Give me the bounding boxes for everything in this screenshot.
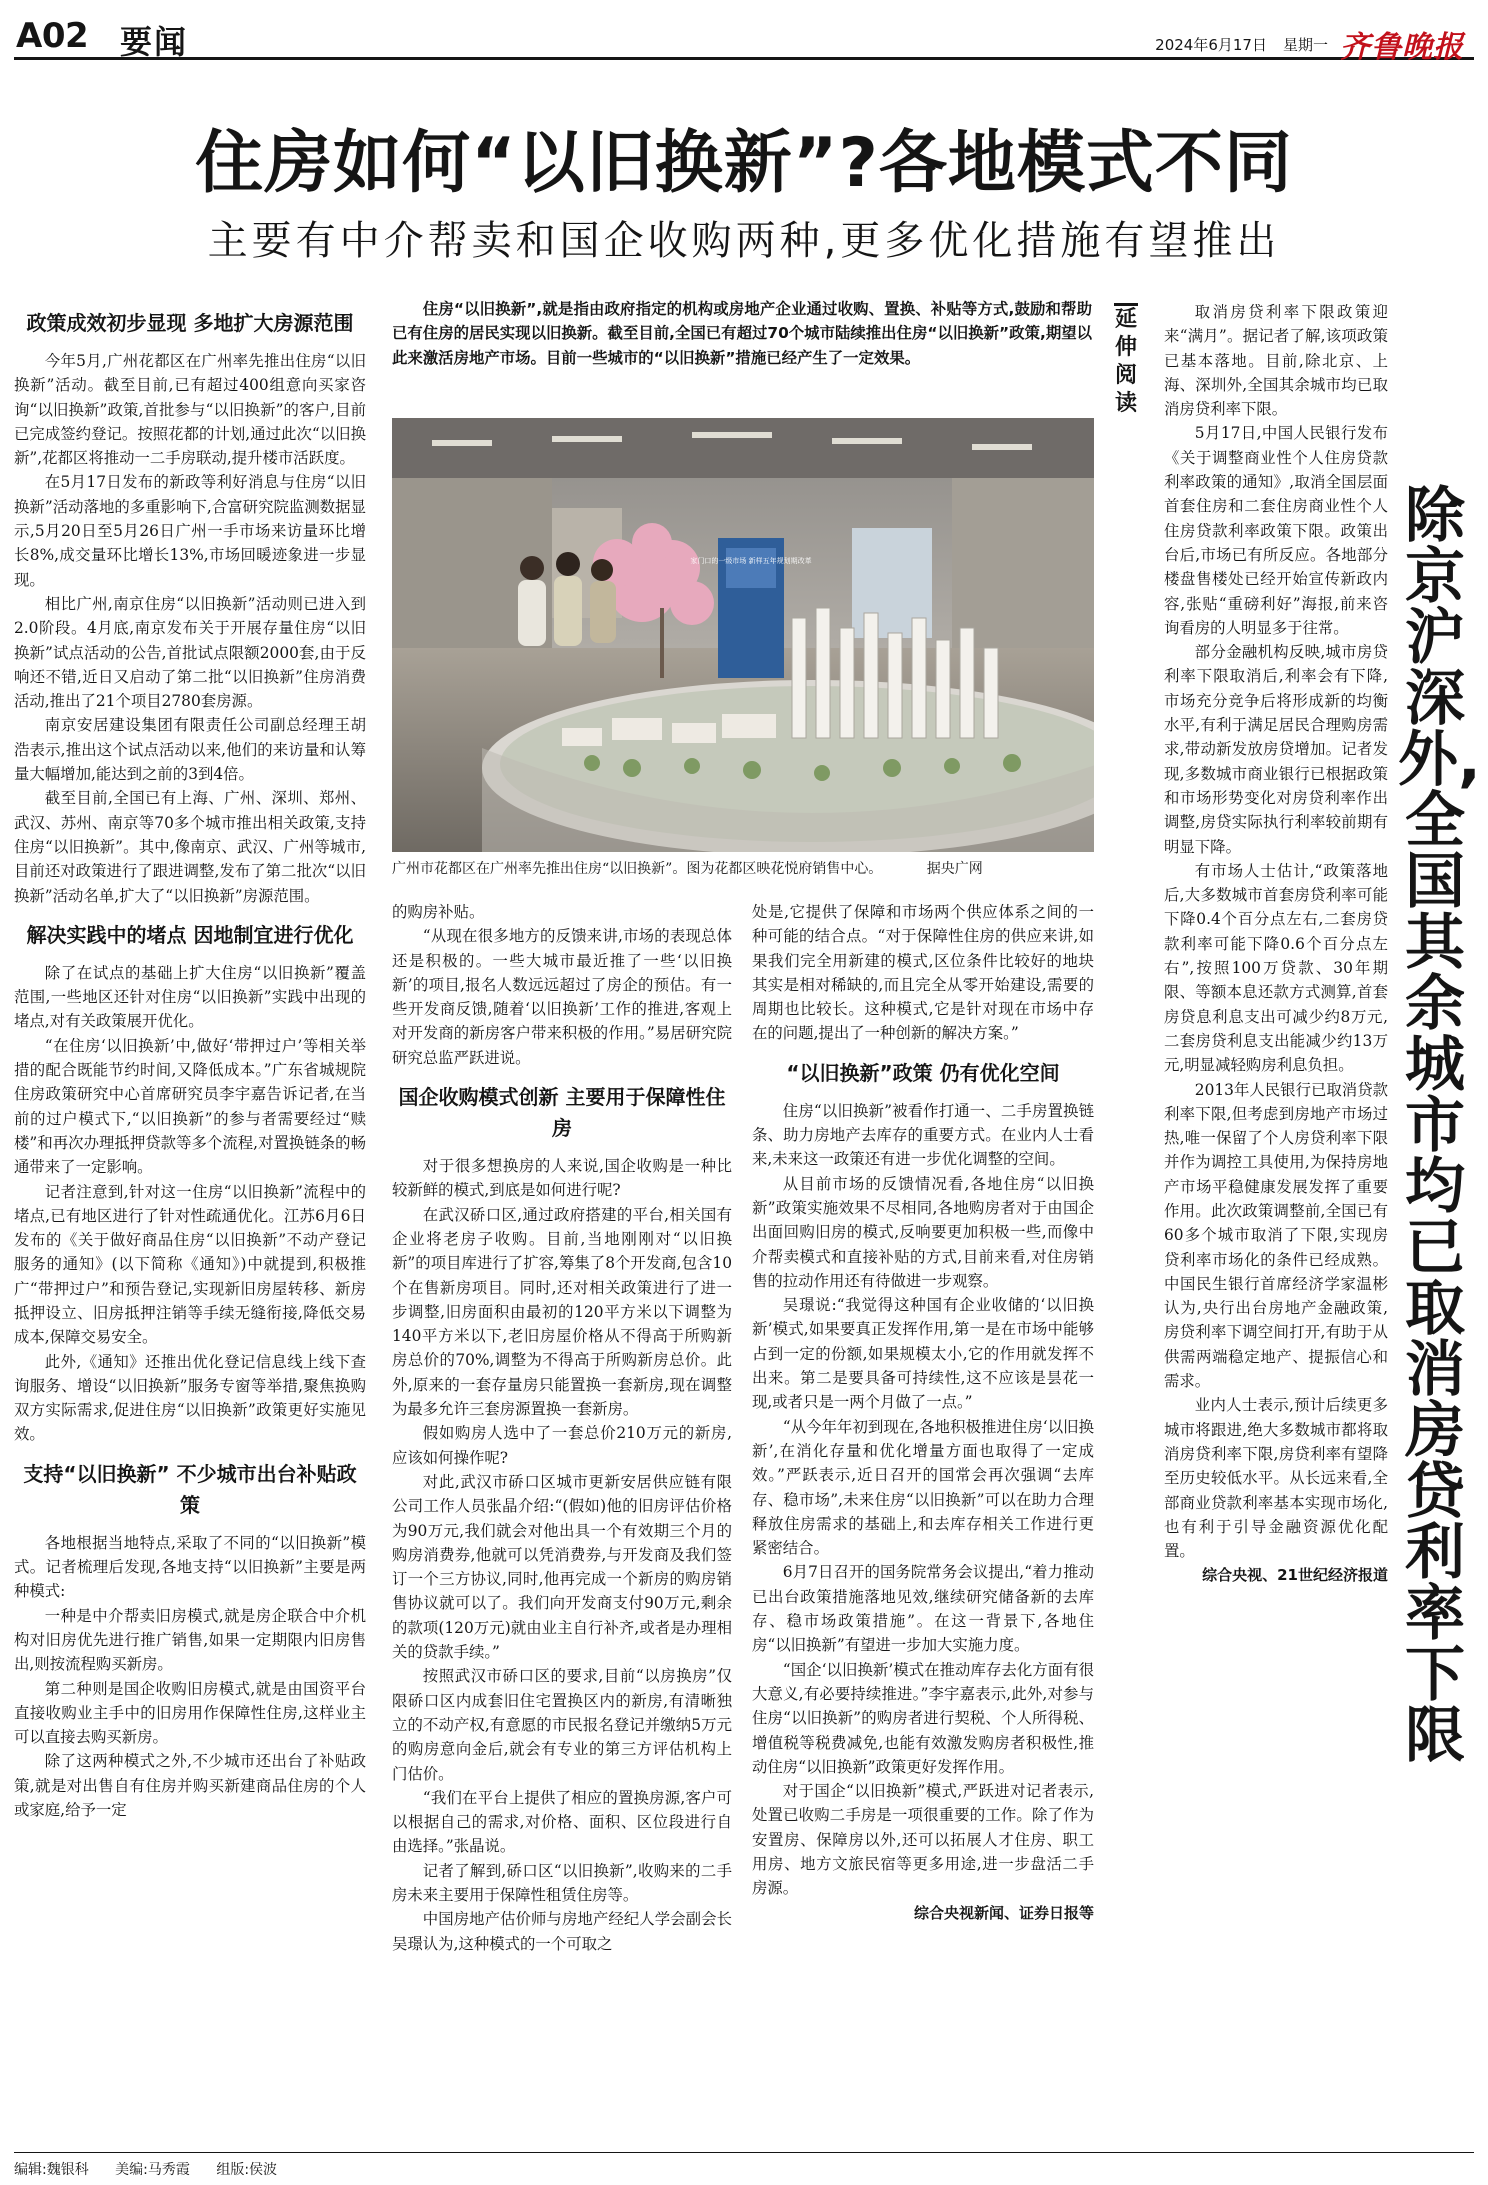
paragraph: 对于国企“以旧换新”模式,严跃进对记者表示,处置已收购二手房是一项很重要的工作。除了作为安置房、保障房以外,还可以拓展人才住房、职工用房、地方文旅民宿等更多用途,进一步盘活二手房源。 xyxy=(752,1782,1094,1898)
paragraph: 对于很多想换房的人来说,国企收购是一种比较新鲜的模式,到底是如何进行呢? xyxy=(392,1157,732,1200)
paragraph: “我们在平台上提供了相应的置换房源,客户可以根据自己的需求,对价格、面积、区位段进行自由选择。”张晶说。 xyxy=(392,1788,732,1856)
paragraph: “从今年年初到现在,各地积极推进住房‘以旧换新’,在消化存量和优化增量方面也取得了一定成效。”严跃表示,近日召开的国常会再次强调“去库存、稳市场”,未来住房“以旧换新”可以在助力合理释放住房需求的基础上,和去库存相关工作进行更紧密结合。 xyxy=(752,1417,1094,1558)
paragraph: 各地根据当地特点,采取了不同的“以旧换新”模式。记者梳理后发现,各地支持“以旧换新”主要是两种模式: xyxy=(14,1533,366,1601)
banner-text: 家门口的一级市场 新样五年规划期改革 xyxy=(690,557,812,565)
paragraph: 南京安居建设集团有限责任公司副总经理王胡浩表示,推出这个试点活动以来,他们的来访量和认筹量大幅增加,能达到之前的3到4倍。 xyxy=(14,716,366,784)
source-credit: 综合央视、21世纪经济报道 xyxy=(1202,1566,1388,1585)
paragraph: 相比广州,南京住房“以旧换新”活动则已进入到2.0阶段。4月底,南京发布关于开展存量住房“以旧换新”试点活动的公告,首批试点限额2000套,由于反响还不错,近日又启动了第二批“以旧换新”住房消费活动,推出了21个项目2780套房源。 xyxy=(14,594,366,711)
section-name: 要闻 xyxy=(120,23,189,61)
issue-date: 2024年6月17日 xyxy=(1155,35,1267,54)
sub-headline: 主要有中介帮卖和国企收购两种,更多优化措施有望推出 xyxy=(207,218,1281,264)
paragraph: 处是,它提供了保障和市场两个供应体系之间的一种可能的结合点。“对于保障性住房的供应来讲,如果我们完全用新建的模式,区位条件比较好的地块其实是相对稀缺的,而且完全从零开始建设,需要的周期也比较长。这种模式,它是针对现在市场中存在的问题,提出了一种创新的解决方案。” xyxy=(752,903,1094,1043)
paragraph: 从目前市场的反馈情况看,各地住房“以旧换新”政策实施效果不尽相同,各地购房者对于由国企出面回购旧房的模式,反响要更加积极一些,而像中介帮卖模式和直接补贴的方式,目前来看,对住房销售的拉动作用还有待做进一步观察。 xyxy=(752,1174,1094,1290)
main-headline: 住房如何“以旧换新”?各地模式不同 xyxy=(195,124,1293,203)
paragraph: “在住房‘以旧换新’中,做好‘带押过户’等相关举措的配合既能节约时间,又降低成本。”广东省城规院住房政策研究中心首席研究员李宇嘉告诉记者,在当前的过户模式下,“以旧换新”的参与者需要经过“赎楼”和再次办理抵押贷款等多个流程,对置换链条的畅通带来了一定影响。 xyxy=(14,1036,366,1177)
paragraph: 第二种则是国企收购旧房模式,就是由国资平台直接收购业主手中的旧房用作保障性住房,这样业主可以直接去购买新房。 xyxy=(14,1679,366,1747)
paragraph: 住房“以旧换新”被看作打通一、二手房置换链条、助力房地产去库存的重要方式。在业内人士看来,未来这一政策还有进一步优化调整的空间。 xyxy=(752,1101,1094,1169)
caption-text: 广州市花都区在广州率先推出住房“以旧换新”。图为花都区映花悦府销售中心。 xyxy=(392,861,883,877)
paragraph: 记者注意到,针对这一住房“以旧换新”流程中的堵点,已有地区进行了针对性疏通优化。江苏6月6日发布的《关于做好商品住房“以旧换新”不动产登记服务的通知》(以下简称《通知》)中就提到,积极推广“带押过户”和预告登记,实现新旧房屋转移、新房抵押设立、旧房抵押注销等手续无缝衔接,降低交易成本,保障交易安全。 xyxy=(14,1182,366,1347)
source-credit: 综合央视新闻、证券日报等 xyxy=(913,1903,1094,1922)
issue-weekday: 星期一 xyxy=(1282,35,1328,54)
paragraph: 按照武汉市硚口区的要求,目前“以房换房”仅限硚口区内成套旧住宅置换区内的新房,有清晰独立的不动产权,有意愿的市民报名登记并缴纳5万元的购房意向金后,就会有专业的第三方评估机构上门估价。 xyxy=(392,1667,732,1783)
news-photo xyxy=(392,418,1094,852)
editor-credit: 编辑:魏银科 xyxy=(14,2162,89,2178)
paragraph: 一种是中介帮卖旧房模式,就是房企联合中介机构对旧房优先进行推广销售,如果一定期限内旧房售出,则按流程购买新房。 xyxy=(14,1606,366,1674)
paragraph: 吴璟说:“我觉得这种国有企业收储的‘以旧换新’模式,如果要真正发挥作用,第一是在市场中能够占到一定的份额,如果规模太小,它的作用就发挥不出来。第二是要具备可持续性,这不应该是昙花一现,或者只是一两个月做了一点。” xyxy=(752,1296,1094,1412)
page-number: A02 xyxy=(16,16,89,56)
article-column-2 xyxy=(392,900,732,2142)
paragraph: 除了这两种模式之外,不少城市还出台了补贴政策,就是对出售自有住房并购买新建商品住房的个人或家庭,给予一定 xyxy=(14,1752,366,1820)
paragraph: 对此,武汉市硚口区城市更新安居供应链有限公司工作人员张晶介绍:“(假如)他的旧房评估价格为90万元,我们就会对他出具一个有效期三个月的购房消费券,他就可以凭消费券,与开发商及我们签订一个三方协议,同时,他再完成一个新房的购房销售协议就可以了。我们向开发商支付90万元,剩余的款项(120万元)就由业主自行补齐,或者是办理相关的贷款手续。” xyxy=(392,1472,732,1662)
page-footer xyxy=(14,2152,1474,2179)
designer-credit: 美编:马秀霞 xyxy=(115,2162,190,2178)
paragraph: 6月7日召开的国务院常务会议提出,“着力推动已出台政策措施落地见效,继续研究储备新的去库存、稳市场政策措施”。在这一背景下,各地住房“以旧换新”有望进一步加大实施力度。 xyxy=(752,1563,1094,1655)
paragraph: 业内人士表示,预计后续更多城市将跟进,绝大多数城市都将取消房贷利率下限,房贷利率有望降至历史较低水平。从长远来看,全部商业贷款利率基本实现市场化,也有利于引导金融资源优化配置。 xyxy=(1164,1396,1388,1561)
paragraph: “从现在很多地方的反馈来讲,市场的表现总体还是积极的。一些大城市最近推了一些‘以旧换新’的项目,报名人数远远超过了房企的预估。有一些开发商反馈,随着‘以旧换新’工作的推进,客观上对开发商的新房客户带来积极的作用。”易居研究院研究总监严跃进说。 xyxy=(392,927,732,1067)
paragraph: 在5月17日发布的新政等利好消息与住房“以旧换新”活动落地的多重影响下,合富研究院监测数据显示,5月20日至5月26日广州一手市场来访量环比增长8%,成交量环比增长13%,市场回暖迹象进一步显现。 xyxy=(14,473,366,589)
paragraph: 假如购房人选中了一套总价210万元的新房,应该如何操作呢? xyxy=(392,1424,732,1467)
sidebar-headline: 除京沪深外,全国其余城市均已取消房贷利率下限 xyxy=(1398,481,1481,1771)
layout-credit: 组版:侯波 xyxy=(216,2162,278,2178)
paragraph: 取消房贷利率下限政策迎来“满月”。据记者了解,该项政策已基本落地。目前,除北京、上海、深圳外,全国其余城市均已取消房贷利率下限。 xyxy=(1164,303,1388,419)
paragraph: 有市场人士估计,“政策落地后,大多数城市首套房贷利率可能下降0.4个百分点左右,二套房贷款利率可能下降0.6个百分点左右”,按照100万贷款、30年期限、等额本息还款方式测算,首套房贷息利息支出可减少约8万元,二套房贷利息支出能减少约13万元,明显减轻购房利息负担。 xyxy=(1164,861,1388,1075)
extended-reading-label: 延伸阅读 xyxy=(1114,303,1138,418)
section-heading: 支持“以旧换新” 不少城市出台补贴政策 xyxy=(23,1461,357,1517)
paragraph: 此外,《通知》还推出优化登记信息线上线下查询服务、增设“以旧换新”服务专窗等举措,聚焦换购双方实际需求,促进住房“以旧换新”政策更好实施见效。 xyxy=(14,1352,366,1444)
section-heading: 政策成效初步显现 多地扩大房源范围 xyxy=(26,311,354,335)
section-heading: 国企收购模式创新 主要用于保障性住房 xyxy=(398,1085,726,1141)
paragraph: 截至目前,全国已有上海、广州、深圳、郑州、武汉、苏州、南京等70多个城市推出相关政策,支持住房“以旧换新”。其中,像南京、武汉、广州等城市,目前还对政策进行了跟进调整,发布了第二批次“以旧换新”活动名单,扩大了“以旧换新”房源范围。 xyxy=(14,789,366,905)
newspaper-logo: 齐鲁晚报 xyxy=(1340,30,1464,65)
visitor-figures xyxy=(518,552,616,646)
masthead-info xyxy=(1155,22,1464,66)
sidebar-column xyxy=(1164,300,1388,2142)
article-lead: 住房“以旧换新”,就是指由政府指定的机构或房地产企业通过收购、置换、补贴等方式,鼓励和帮助已有住房的居民实现以旧换新。截至目前,全国已有超过70个城市陆续推出住房“以旧换新”政策,期望以此来激活房地产市场。目前一些城市的“以旧换新”措施已经产生了一定效果。 xyxy=(392,300,1092,367)
section-heading: “以旧换新”政策 仍有优化空间 xyxy=(786,1060,1060,1085)
paragraph: 今年5月,广州花都区在广州率先推出住房“以旧换新”活动。截至目前,已有超过400组意向买家咨询“以旧换新”政策,首批参与“以旧换新”的客户,目前已完成签约登记。按照花都的计划,通过此次“以旧换新”,花都区将推动一二手房联动,提升楼市活跃度。 xyxy=(14,352,366,468)
sales-center-photo xyxy=(392,418,1094,852)
paragraph: 记者了解到,硚口区“以旧换新”,收购来的二手房未来主要用于保障性租赁住房等。 xyxy=(392,1861,732,1904)
article-column-3 xyxy=(752,900,1094,2142)
photo-credit: 据央广网 xyxy=(926,861,983,877)
paragraph: 除了在试点的基础上扩大住房“以旧换新”覆盖范围,一些地区还针对住房“以旧换新”实践中出现的堵点,对有关政策展开优化。 xyxy=(14,963,366,1031)
paragraph: 部分金融机构反映,城市房贷利率下限取消后,利率会有下降,市场充分竞争后将形成新的均衡水平,有利于满足居民合理购房需求,带动新发放房贷增加。记者发现,多数城市商业银行已根据政策和市场形势变化对房贷利率作出调整,房贷实际执行利率较前期有明显下降。 xyxy=(1164,643,1388,856)
photo-caption xyxy=(392,858,1094,880)
paragraph: 2013年人民银行已取消贷款利率下限,但考虑到房地产市场过热,唯一保留了个人房贷利率下限并作为调控工具使用,为保持房地产市场平稳健康发展发挥了重要作用。此次政策调整前,全国已有60多个城市取消了下限,实现房贷利率市场化的条件已经成熟。中国民生银行首席经济学家温彬认为,央行出台房地产金融政策,房贷利率下调空间打开,有助于从供需两端稳定地产、提振信心和需求。 xyxy=(1164,1080,1388,1391)
paragraph: “国企‘以旧换新’模式在推动库存去化方面有很大意义,有必要持续推进。”李宇嘉表示,此外,对参与住房“以旧换新”的购房者进行契税、个人所得税、增值税等税费减免,也能有效激发购房者积极性,推动住房“以旧换新”政策更好发挥作用。 xyxy=(752,1660,1094,1776)
paragraph: 中国房地产估价师与房地产经纪人学会副会长吴璟认为,这种模式的一个可取之 xyxy=(392,1910,732,1953)
paragraph: 5月17日,中国人民银行发布《关于调整商业性个人住房贷款利率政策的通知》,取消全国层面首套住房和二套住房商业性个人住房贷款利率政策下限。政策出台后,市场已有所反应。各地部分楼盘售楼处已经开始宣传新政内容,张贴“重磅利好”海报,前来咨询看房的人明显多于往常。 xyxy=(1164,424,1388,637)
article-column-1 xyxy=(14,300,366,2142)
page-header xyxy=(14,8,1474,65)
paragraph: 的购房补贴。 xyxy=(392,903,485,921)
paragraph: 在武汉硚口区,通过政府搭建的平台,相关国有企业将老房子收购。目前,当地刚刚对“以旧换新”的项目库进行了扩容,筹集了8个开发商,包含10个在售新房项目。同时,还对相关政策进行了进一步调整,旧房面积由最初的120平方米以下调整为140平方米以下,老旧房屋价格从不得高于所购新房总价的70%,调整为不得高于所购新房总价。此外,原来的一套存量房只能置换一套新房,现在调整为最多允许三套房源置换一套新房。 xyxy=(392,1205,732,1419)
section-heading: 解决实践中的堵点 因地制宜进行优化 xyxy=(26,922,354,947)
